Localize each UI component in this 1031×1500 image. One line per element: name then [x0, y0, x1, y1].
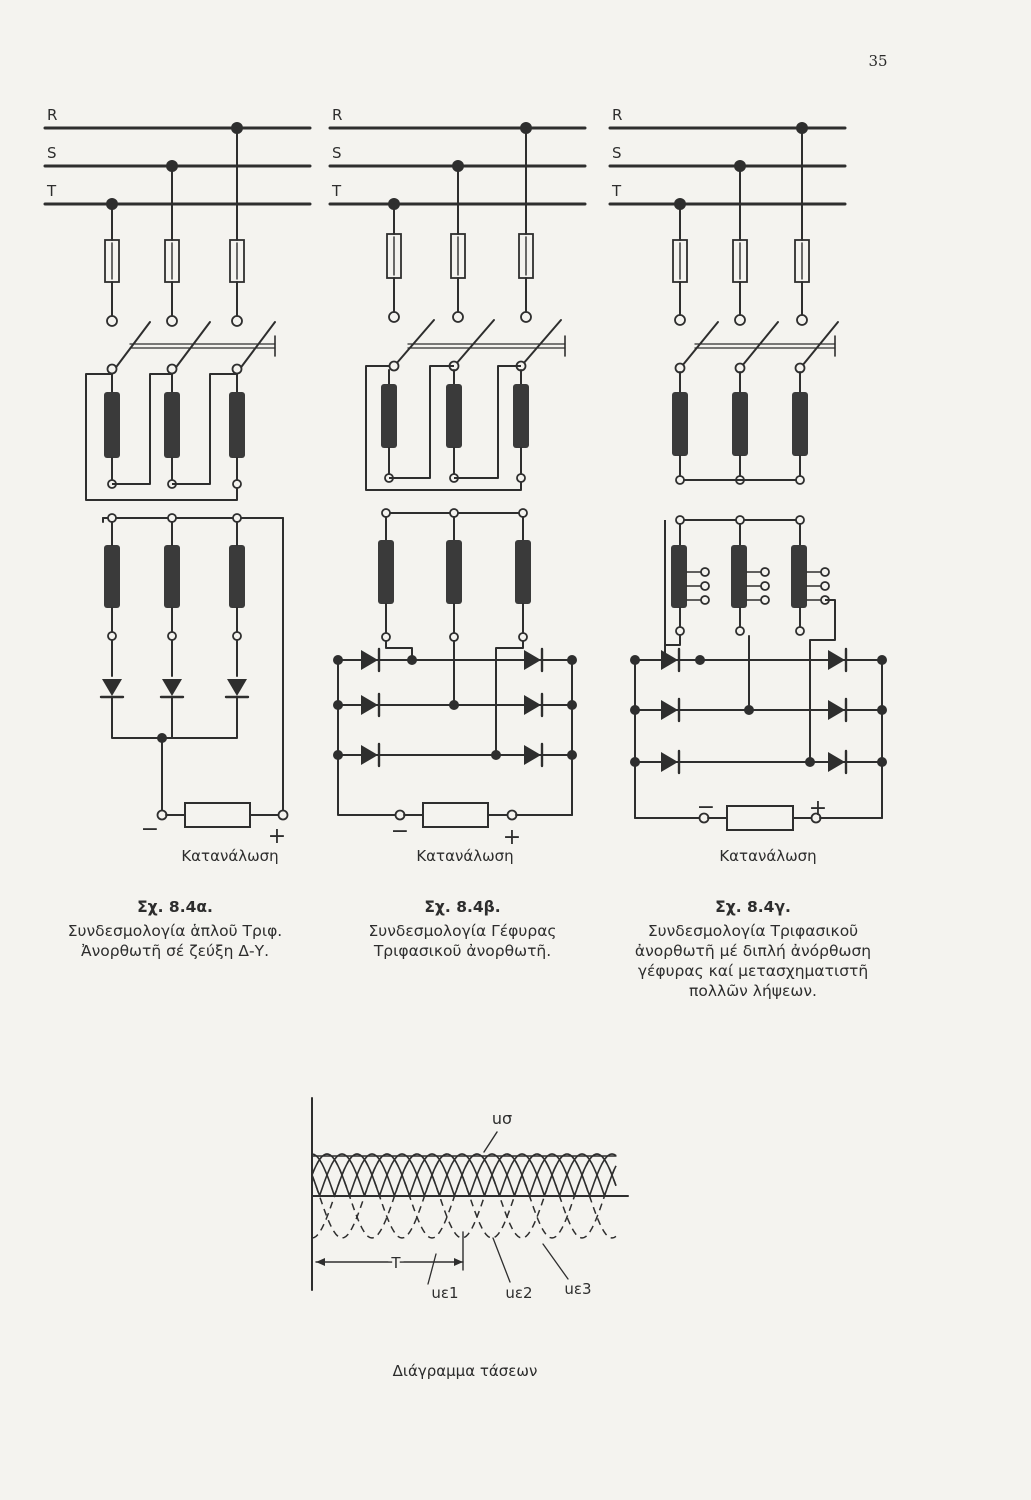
- winding-terminal: [676, 627, 684, 635]
- winding-terminal: [382, 633, 390, 641]
- period-label: T: [391, 1254, 401, 1272]
- figure-description-a: Συνδεσμολογία ἁπλοῦ Τριφ. Ἀνορθωτῆ σέ ζεύξη Δ-Υ.: [67, 922, 283, 960]
- figure-description-b: Συνδεσμολογία Γέφυρας Τριφασικοῦ ἀνορθωτῆ.: [368, 922, 557, 960]
- junction-dot: [333, 700, 343, 710]
- delta-connection: [454, 366, 521, 478]
- junction-dot: [805, 757, 815, 767]
- phase-label-s: S: [332, 144, 342, 162]
- caption-fig-c: [612, 897, 894, 1001]
- load-resistor: [423, 803, 488, 827]
- load-label-b: Κατανάλωση: [416, 847, 514, 865]
- switch-blade: [114, 322, 150, 370]
- diode: [161, 679, 183, 697]
- winding-terminal: [796, 516, 804, 524]
- figure-number-a: Σχ. 8.4α.: [137, 898, 213, 916]
- winding-terminal: [736, 627, 744, 635]
- diode: [661, 751, 679, 773]
- load-resistor: [185, 803, 250, 827]
- diode: [828, 649, 846, 671]
- winding-terminal: [517, 474, 525, 482]
- fuse: [673, 240, 687, 282]
- diode: [226, 679, 248, 697]
- junction-dot: [567, 750, 577, 760]
- winding-terminal: [382, 509, 390, 517]
- circuit-a: [45, 106, 310, 849]
- figure-description-c: Συνδεσμολογία Τριφασικοῦ ἀνορθωτῆ μέ διπλή ἀνόρθωση γέφυρας καί μετασχηματιστῆ πολλῶν λήψεων.: [634, 922, 872, 1000]
- primary-winding: [381, 384, 397, 448]
- junction-dot: [333, 750, 343, 760]
- phase-label-s: S: [612, 144, 622, 162]
- winding-tap: [821, 568, 829, 576]
- figure-number-c: Σχ. 8.4γ.: [715, 898, 791, 916]
- winding-tap: [761, 568, 769, 576]
- polarity-negative: −: [140, 817, 160, 842]
- load-label-c: Κατανάλωση: [719, 847, 817, 865]
- junction-dot: [744, 705, 754, 715]
- fuse: [795, 240, 809, 282]
- switch-blade: [396, 320, 434, 364]
- polarity-negative: −: [390, 819, 410, 844]
- winding-terminal: [519, 509, 527, 517]
- secondary-winding: [446, 540, 462, 604]
- primary-winding: [229, 392, 245, 458]
- secondary-winding: [791, 545, 807, 608]
- secondary-winding: [671, 545, 687, 608]
- winding-tap: [761, 582, 769, 590]
- page-number: 35: [868, 52, 888, 70]
- fuse: [165, 240, 179, 282]
- load-terminal-positive: [279, 811, 288, 820]
- polarity-positive: +: [808, 796, 828, 821]
- secondary-winding: [731, 545, 747, 608]
- polarity-negative: −: [696, 795, 716, 820]
- junction-dot: [695, 655, 705, 665]
- secondary-winding: [104, 545, 120, 608]
- winding-terminal: [796, 476, 804, 484]
- diode: [828, 751, 846, 773]
- delta-connection: [112, 374, 172, 484]
- switch-terminal: [521, 312, 531, 322]
- period-arrow-right: [454, 1258, 463, 1266]
- winding-tap: [701, 596, 709, 604]
- phase-label-r: R: [612, 106, 623, 124]
- diode: [661, 699, 679, 721]
- switch-terminal: [675, 315, 685, 325]
- switch-terminal: [232, 316, 242, 326]
- diode: [828, 699, 846, 721]
- fuse: [387, 234, 401, 278]
- caption-fig-a: [40, 897, 310, 961]
- diode: [524, 744, 542, 766]
- diode: [361, 744, 379, 766]
- winding-terminal: [450, 509, 458, 517]
- switch-terminal: [389, 312, 399, 322]
- primary-winding: [732, 392, 748, 456]
- junction-dot: [630, 757, 640, 767]
- figure-number-b: Σχ. 8.4β.: [424, 898, 501, 916]
- switch-contact: [108, 365, 117, 374]
- phase-label-pointer: [428, 1254, 436, 1284]
- primary-winding: [672, 392, 688, 456]
- junction-dot: [333, 655, 343, 665]
- diode: [361, 694, 379, 716]
- phase-voltage-label-2: uε2: [505, 1284, 533, 1302]
- junction-dot: [877, 757, 887, 767]
- polarity-positive: +: [502, 825, 522, 850]
- switch-terminal: [735, 315, 745, 325]
- primary-winding: [164, 392, 180, 458]
- diode: [101, 679, 123, 697]
- switch-blade: [174, 322, 210, 370]
- winding-tap: [701, 568, 709, 576]
- switch-terminal: [167, 316, 177, 326]
- diode: [661, 649, 679, 671]
- winding-terminal: [676, 476, 684, 484]
- period-arrow-left: [316, 1258, 325, 1266]
- voltage-waveform-diagram: [312, 1098, 628, 1302]
- phase-voltage-label-1: uε1: [431, 1284, 459, 1302]
- winding-tap: [821, 582, 829, 590]
- fuse: [230, 240, 244, 282]
- phase-lead: [496, 641, 523, 755]
- switch-blade: [456, 320, 494, 364]
- phase-lead: [810, 600, 835, 760]
- winding-terminal: [108, 514, 116, 522]
- winding-terminal: [233, 514, 241, 522]
- fuse: [733, 240, 747, 282]
- diode: [361, 649, 379, 671]
- junction-dot: [567, 700, 577, 710]
- phase-voltage-label-3: uε3: [564, 1280, 592, 1298]
- primary-winding: [104, 392, 120, 458]
- circuit-c: [610, 106, 887, 830]
- switch-terminal: [107, 316, 117, 326]
- waveform-title: Διάγραμμα τάσεων: [392, 1362, 538, 1380]
- secondary-winding: [229, 545, 245, 608]
- winding-terminal: [676, 516, 684, 524]
- secondary-winding: [164, 545, 180, 608]
- diode: [524, 694, 542, 716]
- winding-terminal: [233, 632, 241, 640]
- switch-blade: [523, 320, 561, 364]
- phase-label-r: R: [332, 106, 343, 124]
- output-label-pointer: [484, 1132, 497, 1152]
- delta-connection: [172, 374, 237, 484]
- phase-label-t: T: [47, 182, 57, 200]
- winding-terminal: [519, 633, 527, 641]
- primary-winding: [446, 384, 462, 448]
- switch-terminal: [453, 312, 463, 322]
- phase-label-t: T: [612, 182, 622, 200]
- junction-dot: [630, 655, 640, 665]
- winding-terminal: [108, 632, 116, 640]
- winding-terminal: [233, 480, 241, 488]
- junction-dot: [630, 705, 640, 715]
- polarity-positive: +: [267, 824, 287, 849]
- winding-tap: [761, 596, 769, 604]
- secondary-winding: [515, 540, 531, 604]
- inverted-half-wave-3: [312, 1154, 616, 1196]
- phase-label-pointer: [493, 1238, 510, 1282]
- switch-contact: [168, 365, 177, 374]
- phase-label-pointer: [543, 1244, 568, 1279]
- output-voltage-label: uσ: [491, 1109, 513, 1128]
- switch-terminal: [797, 315, 807, 325]
- fuse: [105, 240, 119, 282]
- junction-dot: [567, 655, 577, 665]
- primary-winding: [513, 384, 529, 448]
- fuse: [519, 234, 533, 278]
- winding-terminal: [796, 627, 804, 635]
- caption-fig-b: [325, 897, 600, 961]
- fuse: [451, 234, 465, 278]
- diode: [524, 649, 542, 671]
- switch-contact: [390, 362, 399, 371]
- circuit-b: [330, 106, 585, 850]
- load-resistor: [727, 806, 793, 830]
- switch-contact: [233, 365, 242, 374]
- delta-connection: [389, 366, 454, 478]
- junction-dot: [877, 655, 887, 665]
- load-label-a: Κατανάλωση: [181, 847, 279, 865]
- junction-dot: [877, 705, 887, 715]
- phase-label-r: R: [47, 106, 58, 124]
- phase-label-s: S: [47, 144, 57, 162]
- winding-terminal: [168, 632, 176, 640]
- winding-terminal: [168, 514, 176, 522]
- winding-tap: [701, 582, 709, 590]
- switch-blade: [239, 322, 275, 370]
- primary-winding: [792, 392, 808, 456]
- winding-terminal: [736, 516, 744, 524]
- secondary-winding: [378, 540, 394, 604]
- winding-terminal: [450, 633, 458, 641]
- phase-label-t: T: [332, 182, 342, 200]
